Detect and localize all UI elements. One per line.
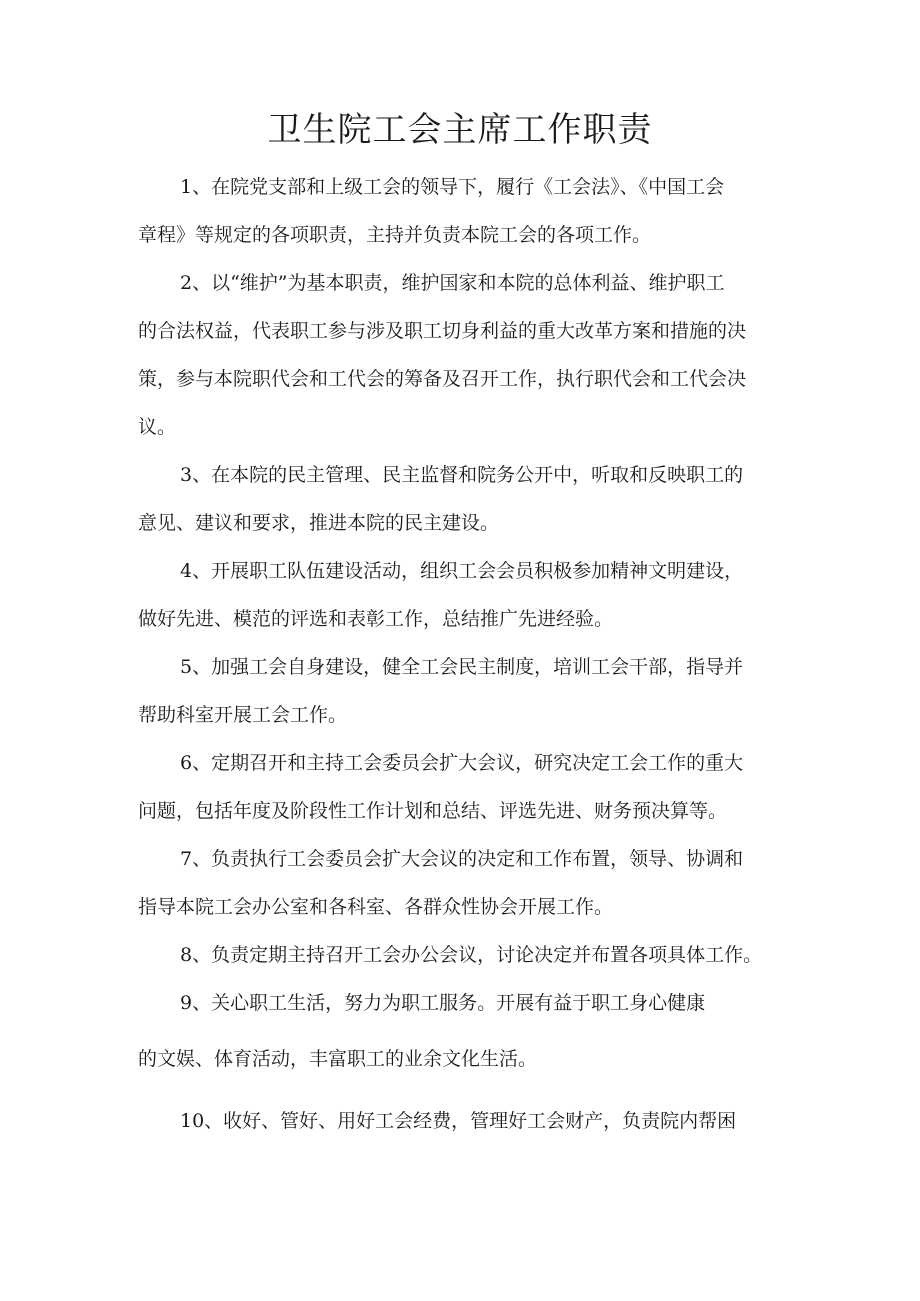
paragraph-6-line-1: 6、定期召开和主持工会委员会扩大会议，研究决定工会工作的重大 <box>180 752 744 774</box>
paragraph-1-line-1: 1、在院党支部和上级工会的领导下，履行《工会法》、《中国工会 <box>180 176 725 198</box>
paragraph-6-line-2: 问题，包括年度及阶段性工作计划和总结、评选先进、财务预决算等。 <box>138 800 728 822</box>
paragraph-2-line-2: 的合法权益，代表职工参与涉及职工切身利益的重大改革方案和措施的决 <box>138 320 747 342</box>
paragraph-7-line-2: 指导本院工会办公室和各科室、各群众性协会开展工作。 <box>138 896 614 918</box>
paragraph-4-line-2: 做好先进、模范的评选和表彰工作，总结推广先进经验。 <box>138 608 614 630</box>
paragraph-2-line-3: 策，参与本院职代会和工代会的筹备及召开工作，执行职代会和工代会决 <box>138 368 747 390</box>
paragraph-10-line-1: 10、收好、管好、用好工会经费，管理好工会财产，负责院内帮困 <box>180 1110 737 1132</box>
paragraph-5-line-1: 5、加强工会自身建设，健全工会民主制度，培训工会干部，指导并 <box>180 656 744 678</box>
document-title: 卫生院工会主席工作职责 <box>267 110 653 150</box>
paragraph-8-line-1: 8、负责定期主持召开工会办公会议，讨论决定并布置各项具体工作。 <box>180 944 763 966</box>
paragraph-2-line-1: 2、以“维护”为基本职责，维护国家和本院的总体利益、维护职工 <box>180 272 725 294</box>
paragraph-7-line-1: 7、负责执行工会委员会扩大会议的决定和工作布置，领导、协调和 <box>180 848 744 870</box>
paragraph-3-line-2: 意见、建议和要求，推进本院的民主建设。 <box>138 512 500 534</box>
paragraph-2-line-4: 议。 <box>138 416 177 438</box>
paragraph-9-line-2: 的文娱、体育活动，丰富职工的业余文化生活。 <box>138 1048 538 1070</box>
paragraph-1-line-2: 章程》等规定的各项职责，主持并负责本院工会的各项工作。 <box>138 224 652 246</box>
paragraph-9-line-1: 9、关心职工生活，努力为职工服务。开展有益于职工身心健康 <box>180 992 706 1014</box>
paragraph-4-line-1: 4、开展职工队伍建设活动，组织工会会员积极参加精神文明建设， <box>180 560 744 582</box>
paragraph-3-line-1: 3、在本院的民主管理、民主监督和院务公开中，听取和反映职工的 <box>180 464 744 486</box>
paragraph-5-line-2: 帮助科室开展工会工作。 <box>138 704 348 726</box>
